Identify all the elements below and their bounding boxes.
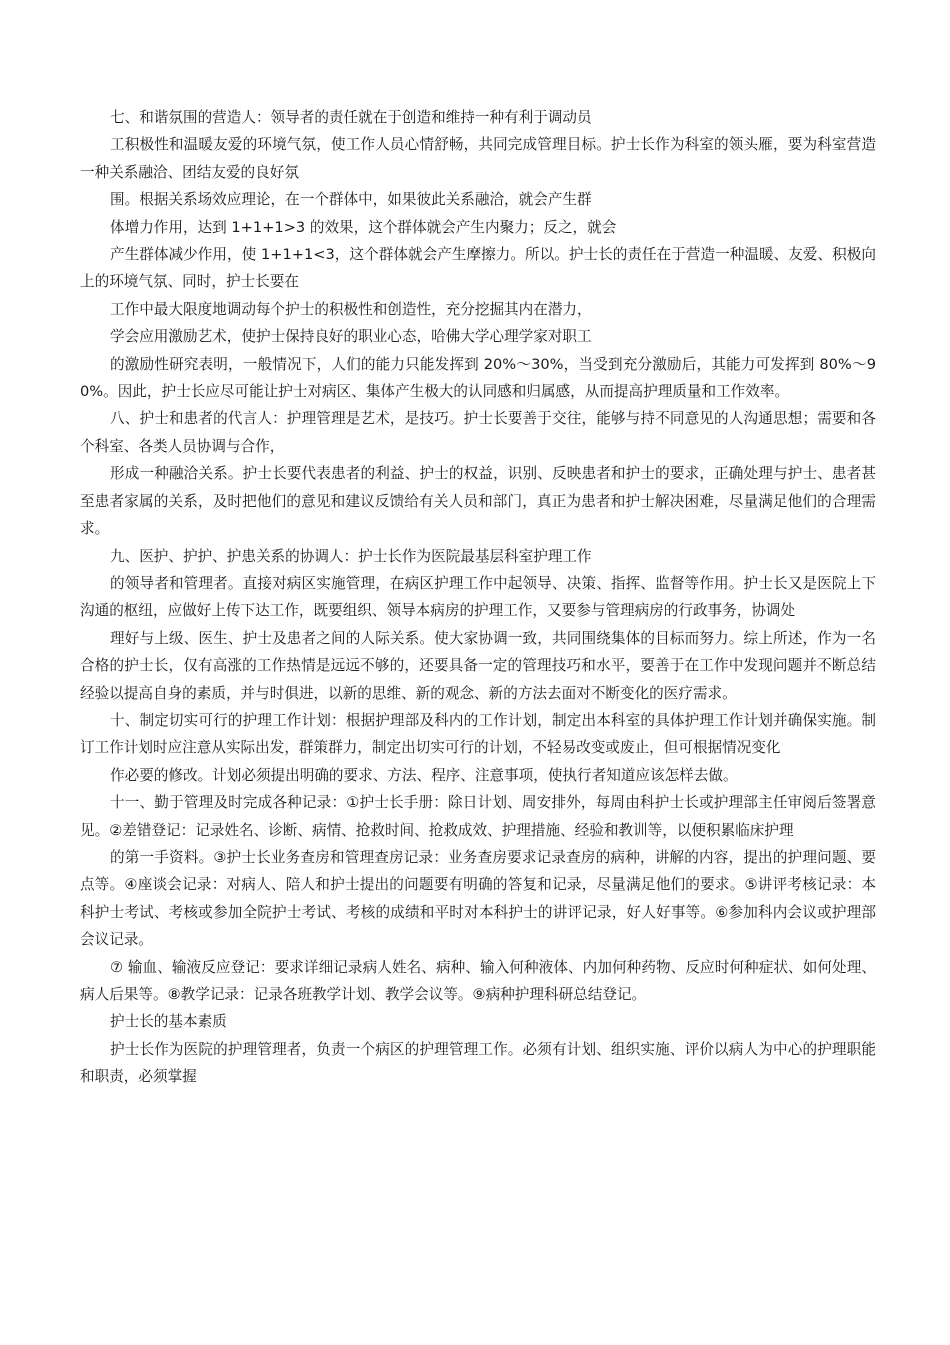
paragraph: 理好与上级、医生、护士及患者之间的人际关系。使大家协调一致，共同围绕集体的目标而努力。综上所述，作为一名合格的护士长，仅有高涨的工作热情是远远不够的，还要具备一定的管理技巧和水平，要善于在工作中发现问题并不断总结经验以提高自身的素质，并与时俱进，以新的思维、新的观念、新的方法去面对不断变化的医疗需求。 bbox=[80, 629, 876, 702]
paragraph: 的领导者和管理者。直接对病区实施管理，在病区护理工作中起领导、决策、指挥、监督等作用。护士长又是医院上下沟通的枢纽，应做好上传下达工作，既要组织、领导本病房的护理工作，又要参与管理病房的行政事务，协调处 bbox=[80, 574, 876, 620]
paragraph-section-9: 九、医护、护护、护患关系的协调人：护士长作为医院最基层科室护理工作 bbox=[110, 547, 592, 565]
paragraph: 产生群体减少作用，使 1+1+1<3，这个群体就会产生摩擦力。所以。护士长的责任在于营造一种温暖、友爱、积极向上的环境气氛、同时，护士长要在 bbox=[80, 246, 876, 291]
paragraph-section-10: 十、制定切实可行的护理工作计划：根据护理部及科内的工作计划，制定出本科室的具体护理工作计划并确保实施。制订工作计划时应注意从实际出发，群策群力，制定出切实可行的计划，不轻易改变或废止，但可根据情况变化 bbox=[80, 711, 876, 757]
paragraph: 的激励性研究表明，一般情况下，人们的能力只能发挥到 20%～30%，当受到充分激励后，其能力可发挥到 80%～90%。因此，护士长应尽可能让护士对病区、集体产生极大的认同感和归属感，从而提高护理质量和工作效率。 bbox=[80, 355, 876, 401]
paragraph: 工积极性和温暖友爱的环境气氛，使工作人员心情舒畅，共同完成管理目标。护士长作为科室的领头雁，要为科室营造一种关系融洽、团结友爱的良好氛 bbox=[80, 136, 876, 181]
paragraph: ⑦ 输血、输液反应登记：要求详细记录病人姓名、病种、输入何种液体、内加何种药物、反应时何种症状、如何处理、病人后果等。⑧教学记录：记录各班教学计划、教学会议等。⑨病种护理科研总结登记。 bbox=[80, 958, 876, 1003]
paragraph: 围。根据关系场效应理论，在一个群体中，如果彼此关系融洽，就会产生群 bbox=[110, 191, 592, 209]
paragraph: 的第一手资料。③护士长业务查房和管理查房记录：业务查房要求记录查房的病种，讲解的内容，提出的护理问题、要点等。④座谈会记录：对病人、陪人和护士提出的问题要有明确的答复和记录，尽量满足他们的要求。⑤讲评考核记录：本科护士考试、考核或参加全院护士考试、考核的成绩和平时对本科护士的讲评记录，好人好事等。⑥参加科内会议或护理部会议记录。 bbox=[80, 848, 876, 949]
document-page bbox=[80, 104, 876, 1091]
section-heading: 护士长的基本素质 bbox=[110, 1013, 227, 1031]
paragraph-section-11: 十一、勤于管理及时完成各种记录：①护士长手册：除日计划、周安排外，每周由科护士长或护理部主任审阅后签署意见。②差错登记：记录姓名、诊断、病情、抢救时间、抢救成效、护理措施、经验和教训等，以便积累临床护理 bbox=[80, 794, 876, 839]
paragraph: 作必要的修改。计划必须提出明确的要求、方法、程序、注意事项，使执行者知道应该怎样去做。 bbox=[110, 766, 738, 784]
paragraph: 体增力作用，达到 1+1+1>3 的效果，这个群体就会产生内聚力；反之，就会 bbox=[110, 218, 617, 236]
paragraph-section-7-intro: 七、和谐氛围的营造人：领导者的责任就在于创造和维持一种有利于调动员 bbox=[110, 109, 592, 126]
paragraph: 形成一种融洽关系。护士长要代表患者的利益、护士的权益，识别、反映患者和护士的要求，正确处理与护士、患者甚至患者家属的关系，及时把他们的意见和建议反馈给有关人员和部门，真正为患者和护士解决困难，尽量满足他们的合理需求。 bbox=[80, 465, 876, 538]
paragraph: 工作中最大限度地调动每个护士的积极性和创造性，充分挖掘其内在潜力， bbox=[110, 300, 592, 318]
paragraph: 学会应用激励艺术，使护士保持良好的职业心态，哈佛大学心理学家对职工 bbox=[110, 328, 592, 346]
paragraph: 护士长作为医院的护理管理者，负责一个病区的护理管理工作。必须有计划、组织实施、评价以病人为中心的护理职能和职责，必须掌握 bbox=[80, 1040, 876, 1086]
paragraph-section-8: 八、护士和患者的代言人：护理管理是艺术，是技巧。护士长要善于交往，能够与持不同意见的人沟通思想；需要和各个科室、各类人员协调与合作， bbox=[80, 410, 876, 455]
